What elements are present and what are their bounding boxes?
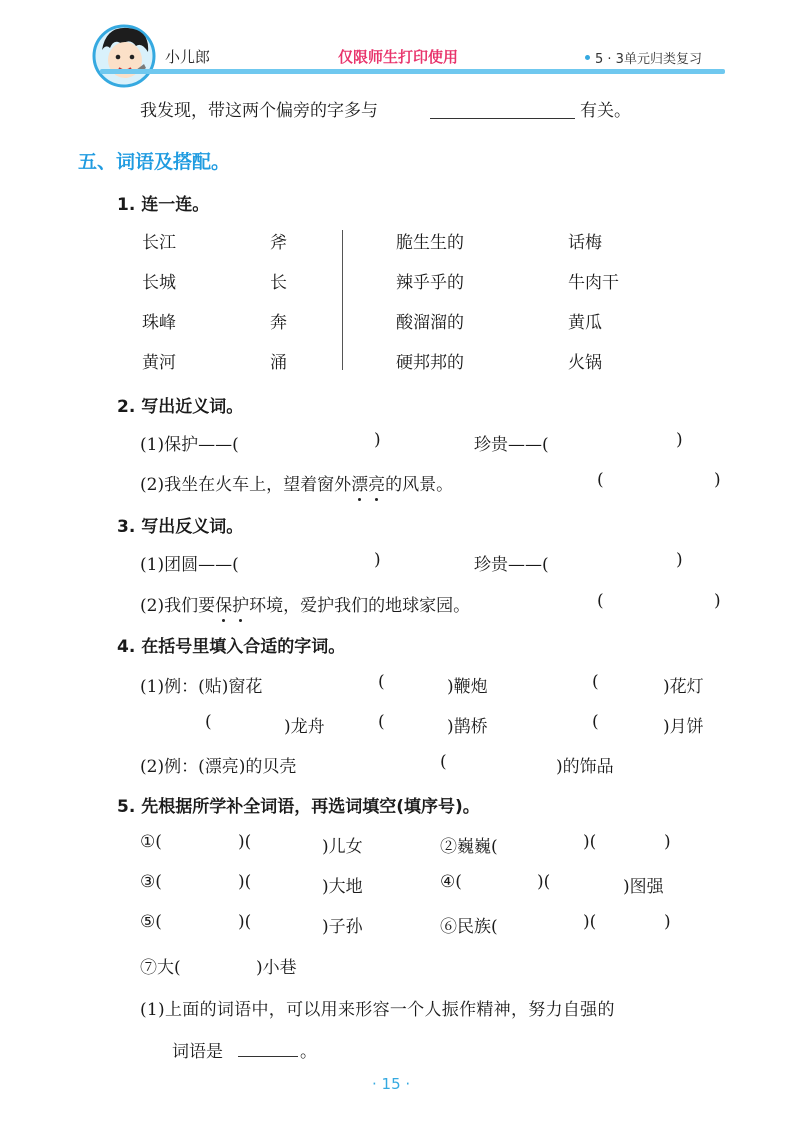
q3-l2-c[interactable]: ( bbox=[597, 591, 604, 611]
q1-left-b-4[interactable]: 涌 bbox=[270, 353, 287, 373]
q1-right-b-4[interactable]: 火锅 bbox=[568, 353, 602, 373]
q4-r2-close-2: )鹊桥 bbox=[447, 717, 488, 737]
q5-r3-f: ) bbox=[664, 912, 671, 932]
q1-left-a-3[interactable]: 珠峰 bbox=[142, 313, 176, 333]
q2-l2-dot1: 漂 bbox=[351, 470, 368, 495]
q2-l1-a: (1)保护——( bbox=[140, 435, 239, 455]
q3-l1-d[interactable]: ) bbox=[676, 550, 683, 570]
q5-r3-b[interactable]: )( bbox=[238, 912, 252, 932]
q5-r3-a[interactable]: ⑤( bbox=[140, 912, 162, 932]
q3-l1-a: (1)团圆——( bbox=[140, 555, 239, 575]
q5-r4-a[interactable]: ⑦大( bbox=[140, 958, 181, 978]
q5-r4-b: )小巷 bbox=[256, 958, 297, 978]
q2-l1-b[interactable]: ) bbox=[374, 430, 381, 450]
q1-right-a-4[interactable]: 硬邦邦的 bbox=[396, 353, 464, 373]
q1-left-b-3[interactable]: 奔 bbox=[270, 313, 287, 333]
q3-l1-c: 珍贵——( bbox=[474, 555, 549, 575]
q5-r1-a[interactable]: ①( bbox=[140, 832, 162, 852]
q5-sub1-blank[interactable] bbox=[238, 1056, 298, 1057]
q4-r2-close-3: )月饼 bbox=[663, 717, 704, 737]
q1-right-a-3[interactable]: 酸溜溜的 bbox=[396, 313, 464, 333]
header-rule bbox=[100, 69, 725, 74]
q5-r1-c: )儿女 bbox=[322, 837, 363, 857]
q3-l2 bbox=[140, 591, 470, 616]
unit-label: 5 · 3单元归类复习 bbox=[595, 52, 702, 67]
q1-right-a-2[interactable]: 辣乎乎的 bbox=[396, 273, 464, 293]
q2-l2 bbox=[140, 470, 453, 495]
q5-r2-c: )大地 bbox=[322, 877, 363, 897]
q1-left-a-4[interactable]: 黄河 bbox=[142, 353, 176, 373]
q4-r3-open[interactable]: ( bbox=[440, 752, 447, 772]
q3-l2-d[interactable]: ) bbox=[714, 591, 721, 611]
q4-r3-close: )的饰品 bbox=[556, 757, 614, 777]
print-notice: 仅限师生打印使用 bbox=[338, 48, 459, 66]
q1-right-a-1[interactable]: 脆生生的 bbox=[396, 233, 464, 253]
brand-name: 小儿郎 bbox=[165, 48, 211, 66]
boy-mascot-icon bbox=[92, 20, 160, 90]
q1-right-b-1[interactable]: 话梅 bbox=[568, 233, 602, 253]
q5-r2-d[interactable]: ④( bbox=[440, 872, 462, 892]
intro-text: 我发现，带这两个偏旁的字多与 bbox=[140, 101, 378, 121]
q1-left-b-2[interactable]: 长 bbox=[270, 273, 287, 293]
q1-right-b-2[interactable]: 牛肉干 bbox=[568, 273, 619, 293]
q4-title: 4. 在括号里填入合适的字词。 bbox=[117, 637, 346, 657]
q5-r3-c: )子孙 bbox=[322, 917, 363, 937]
q4-r1-open-3[interactable]: ( bbox=[592, 672, 599, 692]
q2-l2-a: (2)我坐在火车上，望着窗外 bbox=[140, 475, 352, 495]
q5-r1-e[interactable]: )( bbox=[583, 832, 597, 852]
q2-l1-c: 珍贵——( bbox=[474, 435, 549, 455]
q3-l2-a: (2)我们要 bbox=[140, 596, 216, 616]
q4-r1-close-2: )鞭炮 bbox=[447, 677, 488, 697]
q2-l2-c[interactable]: ( bbox=[597, 470, 604, 490]
q5-title: 5. 先根据所学补全词语，再选词填空(填序号)。 bbox=[117, 797, 480, 817]
q4-r2-close-1: )龙舟 bbox=[284, 717, 325, 737]
q5-r2-b[interactable]: )( bbox=[238, 872, 252, 892]
unit-dot-icon bbox=[585, 55, 590, 60]
q2-l2-d[interactable]: ) bbox=[714, 470, 721, 490]
q5-r2-e[interactable]: )( bbox=[537, 872, 551, 892]
q1-left-a-2[interactable]: 长城 bbox=[142, 273, 176, 293]
q2-l2-b: 的风景。 bbox=[385, 475, 454, 495]
q1-right-b-3[interactable]: 黄瓜 bbox=[568, 313, 602, 333]
q3-l2-b: 环境，爱护我们的地球家园。 bbox=[249, 596, 471, 616]
intro-tail: 有关。 bbox=[580, 101, 631, 121]
q4-r1-open-2[interactable]: ( bbox=[378, 672, 385, 692]
q5-r1-b[interactable]: )( bbox=[238, 832, 252, 852]
intro-blank[interactable] bbox=[430, 118, 575, 119]
q4-r3-example: (2)例：(漂亮)的贝壳 bbox=[140, 757, 297, 777]
page-number: · 15 · bbox=[372, 1075, 411, 1093]
q3-l1-b[interactable]: ) bbox=[374, 550, 381, 570]
q2-l1-d[interactable]: ) bbox=[676, 430, 683, 450]
q3-l2-dot1: 保 bbox=[215, 591, 232, 616]
q4-r1-close-3: )花灯 bbox=[663, 677, 704, 697]
q5-r3-e[interactable]: )( bbox=[583, 912, 597, 932]
q5-r2-a[interactable]: ③( bbox=[140, 872, 162, 892]
q3-title: 3. 写出反义词。 bbox=[117, 517, 244, 537]
q2-title: 2. 写出近义词。 bbox=[117, 397, 244, 417]
q5-r1-f: ) bbox=[664, 832, 671, 852]
q5-sub1-line1: (1)上面的词语中，可以用来形容一个人振作精神，努力自强的 bbox=[140, 1000, 615, 1020]
q3-l2-dot2: 护 bbox=[232, 591, 249, 616]
q1-left-a-1[interactable]: 长江 bbox=[142, 233, 176, 253]
section-title: 五、词语及搭配。 bbox=[78, 151, 231, 173]
q5-r2-f: )图强 bbox=[623, 877, 664, 897]
q5-r1-d[interactable]: ②巍巍( bbox=[440, 837, 498, 857]
q4-r2-open-3[interactable]: ( bbox=[592, 712, 599, 732]
q5-r3-d[interactable]: ⑥民族( bbox=[440, 917, 498, 937]
q4-r2-open-1[interactable]: ( bbox=[205, 712, 212, 732]
q1-left-b-1[interactable]: 斧 bbox=[270, 233, 287, 253]
q4-r1-example: (1)例：(贴)窗花 bbox=[140, 677, 263, 697]
q1-title: 1. 连一连。 bbox=[117, 195, 210, 215]
q5-sub1-prefix: 词语是 bbox=[172, 1042, 223, 1062]
q4-r2-open-2[interactable]: ( bbox=[378, 712, 385, 732]
q1-divider bbox=[342, 230, 343, 370]
q2-l2-dot2: 亮 bbox=[368, 470, 385, 495]
q5-sub1-suffix: 。 bbox=[300, 1042, 317, 1062]
